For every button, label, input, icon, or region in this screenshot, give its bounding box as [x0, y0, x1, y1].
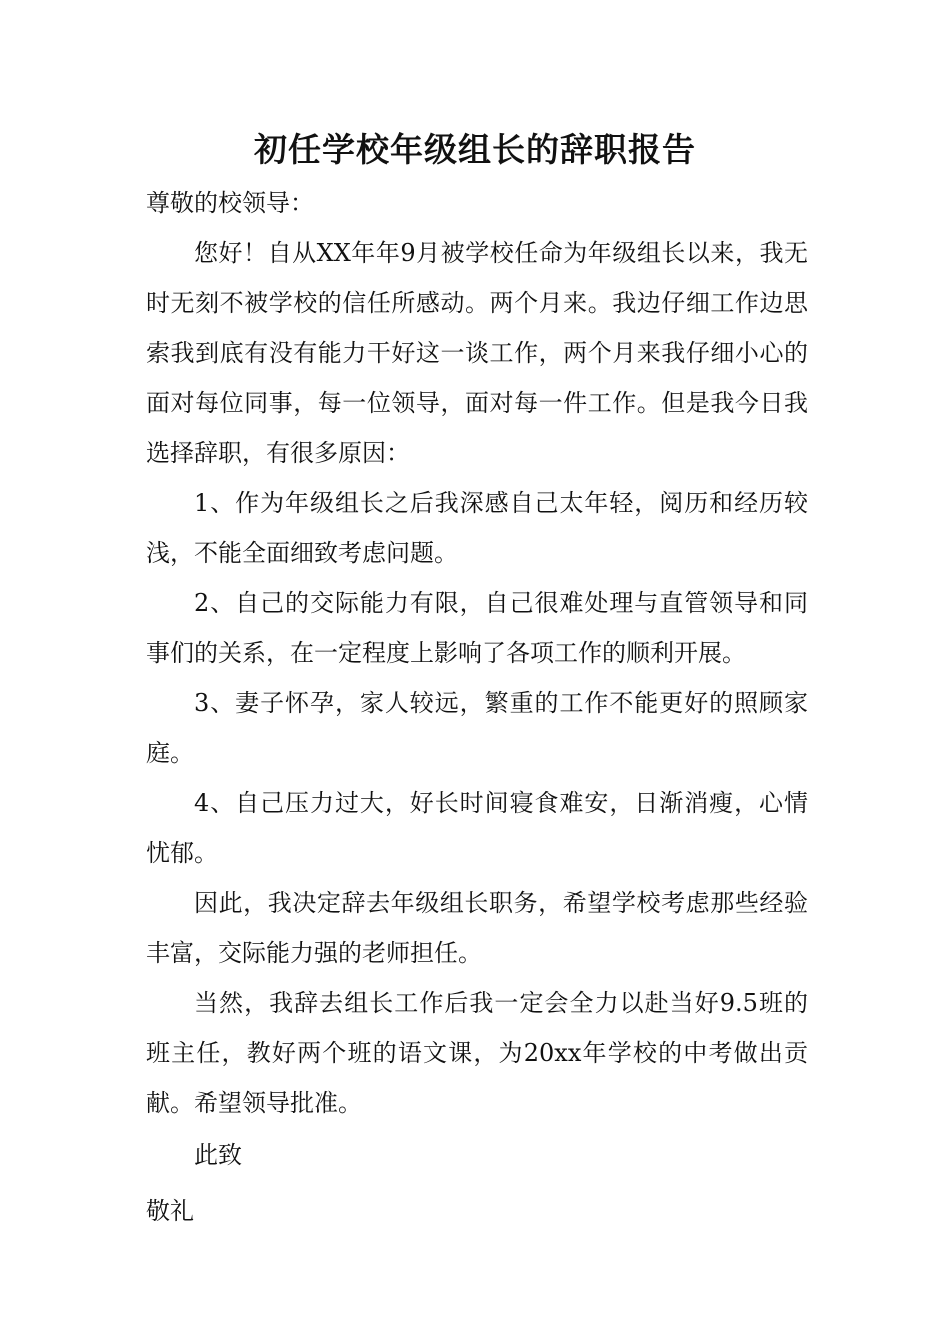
paragraph-reason-1: 1、作为年级组长之后我深感自己太年轻，阅历和经历较浅，不能全面细致考虑问题。 — [146, 489, 808, 567]
paragraph-decision: 因此，我决定辞去年级组长职务，希望学校考虑那些经验丰富，交际能力强的老师担任。 — [146, 889, 808, 967]
regards: 敬礼 — [146, 1197, 194, 1225]
paragraph-commitment: 当然，我辞去组长工作后我一定会全力以赴当好9.5班的班主任，教好两个班的语文课，为20xx年学校的中考做出贡献。希望领导批准。 — [146, 989, 808, 1117]
document-title: 初任学校年级组长的辞职报告 — [254, 130, 696, 169]
paragraph-reason-2: 2、自己的交际能力有限，自己很难处理与直管领导和同事们的关系，在一定程度上影响了各项工作的顺利开展。 — [146, 589, 808, 667]
paragraph-reason-4: 4、自己压力过大，好长时间寝食难安，日渐消瘦，心情忧郁。 — [146, 789, 808, 867]
salutation: 尊敬的校领导： — [146, 189, 314, 217]
document-body — [146, 178, 808, 1236]
closing: 此致 — [194, 1141, 242, 1169]
paragraph-intro: 您好！自从XX年年9月被学校任命为年级组长以来，我无时无刻不被学校的信任所感动。两个月来。我边仔细工作边思索我到底有没有能力干好这一谈工作，两个月来我仔细小心的面对每位同事，每一位领导，面对每一件工作。但是我今日我选择辞职，有很多原因： — [146, 239, 808, 467]
paragraph-reason-3: 3、妻子怀孕，家人较远，繁重的工作不能更好的照顾家庭。 — [146, 689, 808, 767]
